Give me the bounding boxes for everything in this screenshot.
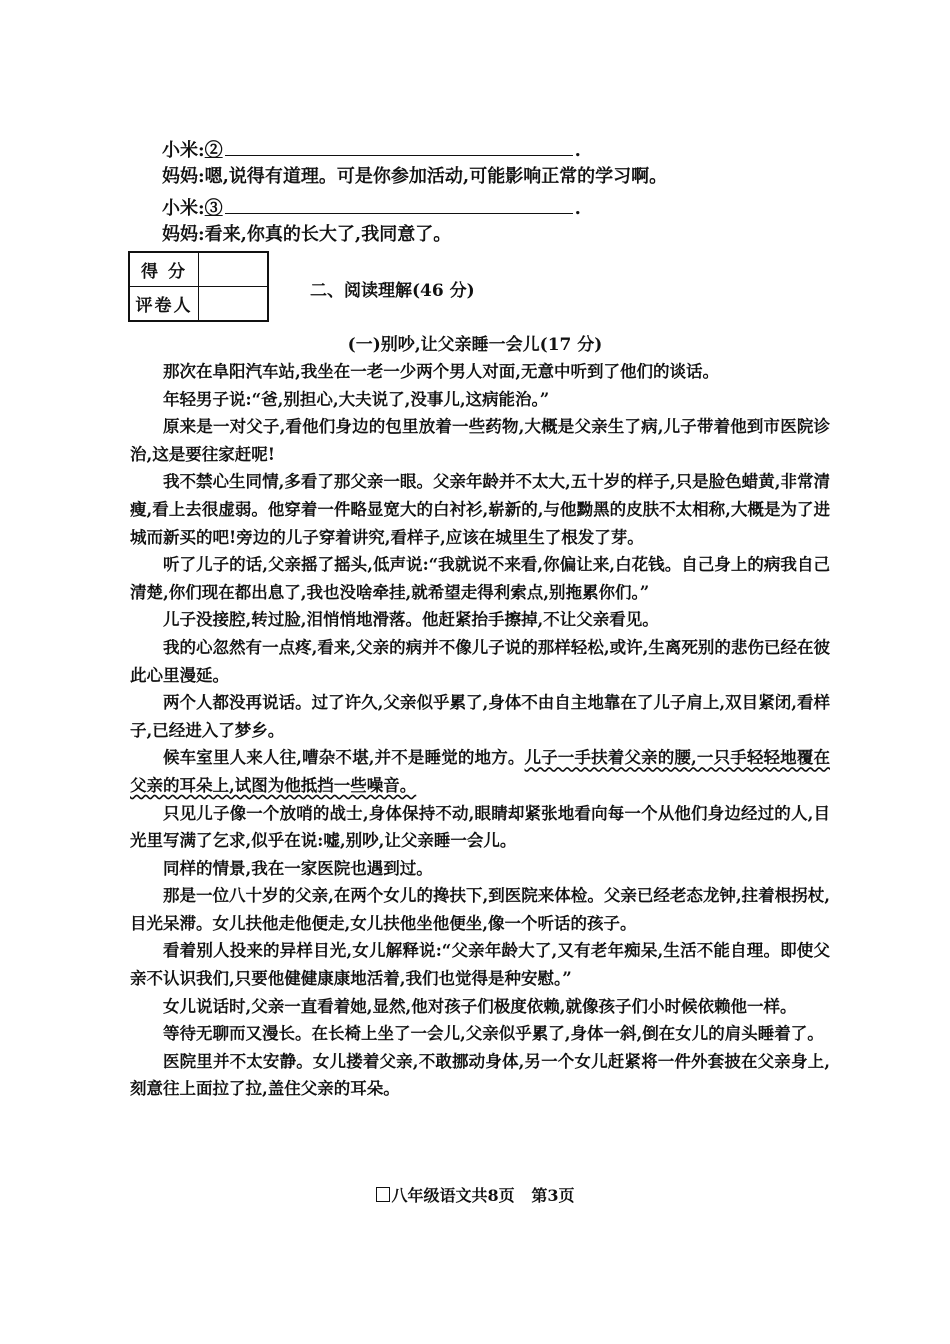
paragraph: 我不禁心生同情,多看了那父亲一眼。父亲年龄并不太大,五十岁的样子,只是脸色蜡黄,非常清瘦,看上去很虚弱。他穿着一件略显宽大的白衬衫,崭新的,与他黝黑的皮肤不太相称,大概是为了进城而新买的吧!旁边的儿子穿着讲究,看样子,应该在城里生了根发了芽。 [130, 472, 830, 547]
wavy-underlined-sentence: 儿子一手扶着父亲的腰,一只手轻轻地覆在父亲的耳朵上,试图为他抵挡一些噪音。 [130, 748, 830, 795]
paragraph: 两个人都没再说话。过了许久,父亲似乎累了,身体不由自主地靠在了儿子肩上,双目紧闭,看样子,已经进入了梦乡。 [130, 693, 830, 740]
paragraph: 看着别人投来的异样目光,女儿解释说:“父亲年龄大了,又有老年痴呆,生活不能自理。即使父亲不认识我们,只要他健健康康地活着,我们也觉得是种安慰。” [130, 941, 830, 989]
period: . [574, 140, 581, 161]
dialogue-line-1 [162, 137, 581, 162]
paragraph: 那是一位八十岁的父亲,在两个女儿的搀扶下,到医院来体检。父亲已经老态龙钟,拄着根拐杖,目光呆滞。女儿扶他走他便走,女儿扶他坐他便坐,像一个听话的孩子。 [130, 886, 830, 933]
dialogue-speaker: 小米: [162, 198, 205, 219]
paragraph: 儿子没接腔,转过脸,泪悄悄地滑落。他赶紧抬手擦掉,不让父亲看见。 [163, 610, 659, 630]
answer-mark: ② [204, 140, 223, 161]
score-label: 得 分 [129, 252, 199, 287]
dialogue-line-3 [162, 195, 581, 220]
grader-value-cell[interactable] [199, 287, 269, 322]
article-body [130, 358, 830, 1103]
article-title: (一)别吵,让父亲睡一会儿(17 分) [347, 335, 603, 355]
paragraph: 年轻男子说:“爸,别担心,大夫说了,没事儿,这病能治。” [163, 389, 550, 409]
paragraph-with-underline [130, 744, 830, 799]
answer-mark: ③ [204, 198, 223, 219]
dialogue-speaker: 妈妈: [162, 166, 205, 187]
paragraph: 只见儿子像一个放哨的战士,身体保持不动,眼睛却紧张地看向每一个从他们身边经过的人,目光里写满了乞求,似乎在说:嘘,别吵,让父亲睡一会儿。 [130, 803, 830, 851]
paragraph: 等待无聊而又漫长。在长椅上坐了一会儿,父亲似乎累了,身体一斜,倒在女儿的肩头睡着了。 [163, 1024, 824, 1044]
score-value-cell[interactable] [199, 252, 269, 287]
section-title: 二、阅读理解(46 分) [310, 281, 475, 301]
dialogue-text: 嗯,说得有道理。可是你参加活动,可能影响正常的学习啊。 [204, 166, 668, 187]
dialogue-text: 看来,你真的长大了,我同意了。 [204, 224, 452, 245]
dialogue-speaker: 小米: [162, 140, 205, 161]
paragraph: 听了儿子的话,父亲摇了摇头,低声说:“我就说不来看,你偏让来,白花钱。自己身上的病我自己清楚,你们现在都出息了,我也没啥牵挂,就希望走得利索点,别拖累你们。” [130, 555, 830, 602]
page-footer [0, 1183, 950, 1206]
paragraph: 同样的情景,我在一家医院也遇到过。 [163, 858, 433, 878]
footer-text: 八年级语文共8页 [391, 1186, 515, 1205]
dialogue-speaker: 妈妈: [162, 224, 205, 245]
period: . [574, 198, 581, 219]
paragraph: 医院里并不太安静。女儿搂着父亲,不敢挪动身体,另一个女儿赶紧将一件外套披在父亲身上,刻意往上面拉了拉,盖住父亲的耳朵。 [130, 1051, 830, 1099]
score-table [128, 251, 269, 322]
answer-blank[interactable] [225, 137, 573, 156]
dialogue-line-4 [162, 224, 451, 246]
grader-label: 评卷人 [129, 287, 199, 322]
paragraph: 那次在阜阳汽车站,我坐在一老一少两个男人对面,无意中听到了他们的谈话。 [163, 362, 719, 381]
paragraph: 我的心忽然有一点疼,看来,父亲的病并不像儿子说的那样轻松,或许,生离死别的悲伤已经在彼此心里漫延。 [130, 637, 830, 685]
paragraph-plain-part: 候车室里人来人往,嘈杂不堪,并不是睡觉的地方。 [163, 748, 525, 768]
box-icon [376, 1187, 390, 1202]
answer-blank[interactable] [225, 195, 573, 214]
paragraph: 女儿说话时,父亲一直看着她,显然,他对孩子们极度依赖,就像孩子们小时候依赖他一样。 [163, 996, 797, 1016]
dialogue-line-2 [162, 166, 667, 188]
footer-page-number: 第3页 [531, 1186, 575, 1205]
paragraph: 原来是一对父子,看他们身边的包里放着一些药物,大概是父亲生了病,儿子带着他到市医院诊治,这是要往家赶呢! [130, 417, 830, 464]
